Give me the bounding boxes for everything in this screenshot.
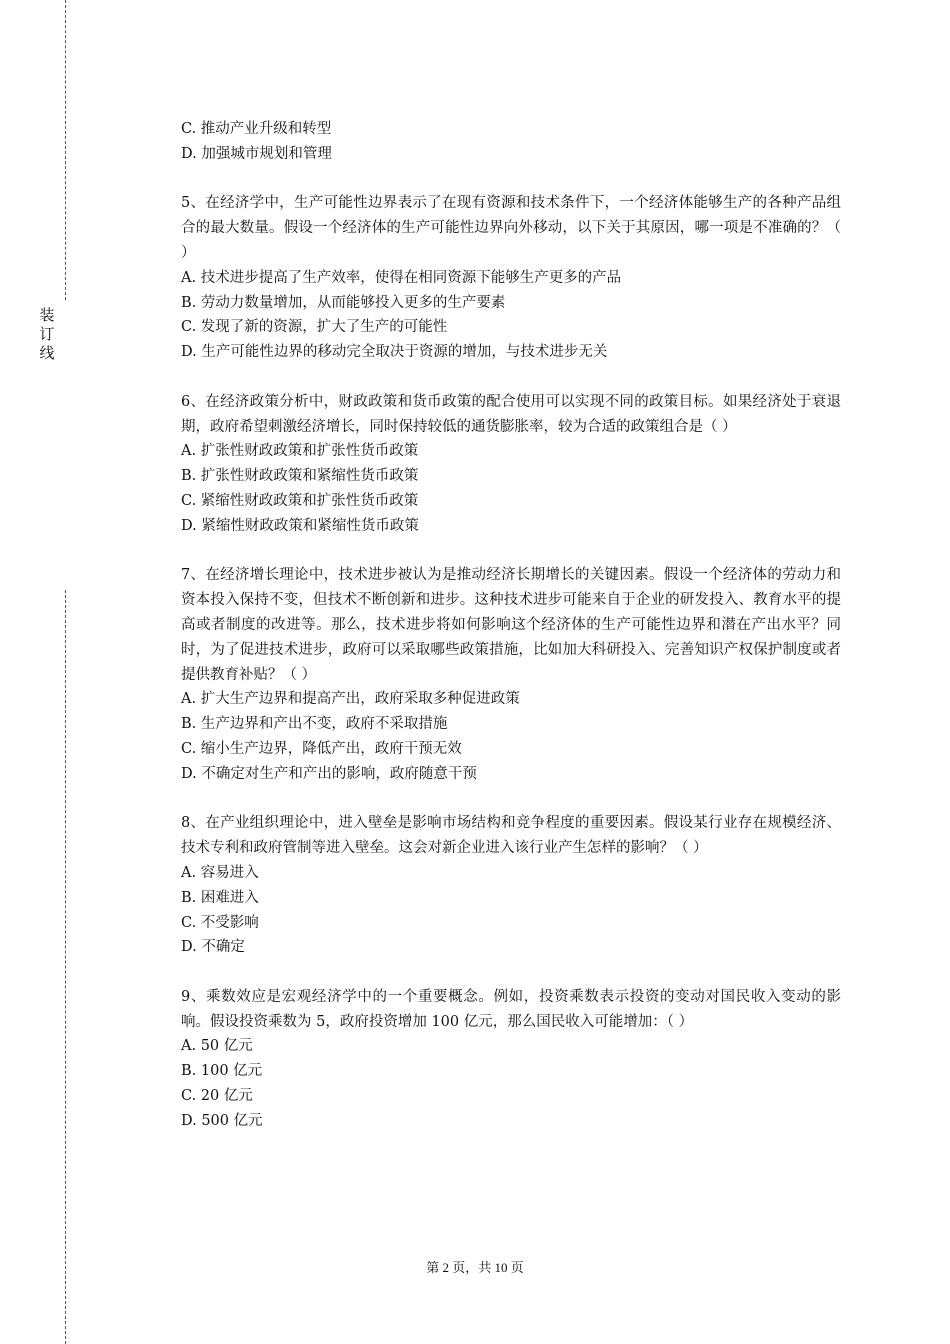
option-d: D. 生产可能性边界的移动完全取决于资源的增加，与技术进步无关 — [181, 344, 608, 361]
option-a: A. 扩张性财政政策和扩张性货币政策 — [181, 443, 419, 460]
option-b: B. 扩张性财政政策和紧缩性货币政策 — [181, 468, 419, 485]
carryover-options — [181, 117, 841, 167]
option-c: C. 缩小生产边界，降低产出，政府干预无效 — [181, 740, 462, 757]
option-c: C. 紧缩性财政政策和扩张性货币政策 — [181, 492, 419, 509]
question-9 — [181, 985, 841, 1134]
question-stem: 7、在经济增长理论中，技术进步被认为是推动经济长期增长的关键因素。假设一个经济体的劳动力和资本投入保持不变，但技术不断创新和进步。这种技术进步可能来自于企业的研发投入、教育水平的提高或者制度的改进等。那么，技术进步将如何影响这个经济体的生产可能性边界和潜在产出水平？同时，为了促进技术进步，政府可以采取哪些政策措施，比如加大科研投入、完善知识产权保护制度或者提供教育补贴？（ ） — [181, 567, 841, 683]
option-a: A. 扩大生产边界和提高产出，政府采取多种促进政策 — [181, 691, 520, 708]
question-7 — [181, 563, 841, 786]
option-c: C. 20 亿元 — [181, 1088, 253, 1105]
question-stem: 9、乘数效应是宏观经济学中的一个重要概念。例如，投资乘数表示投资的变动对国民收入变动的影响。假设投资乘数为 5，政府投资增加 100 亿元，那么国民收入可能增加：（ ） — [181, 988, 841, 1030]
binding-dashed-line-top — [65, 0, 66, 300]
binding-char: 线 — [39, 344, 55, 362]
binding-char: 装 — [39, 306, 55, 324]
option-c: C. 推动产业升级和转型 — [181, 121, 332, 137]
exam-content — [181, 117, 841, 1158]
question-6 — [181, 390, 841, 539]
question-stem: 6、在经济政策分析中，财政政策和货币政策的配合使用可以实现不同的政策目标。如果经济处于衰退期，政府希望刺激经济增长，同时保持较低的通货膨胀率，较为合适的政策组合是（ ） — [181, 393, 841, 435]
option-a: A. 容易进入 — [181, 864, 259, 881]
binding-label — [38, 306, 56, 363]
option-d: D. 500 亿元 — [181, 1112, 263, 1129]
option-b: B. 劳动力数量增加，从而能够投入更多的生产要素 — [181, 294, 506, 311]
binding-char: 订 — [39, 325, 55, 343]
question-8 — [181, 811, 841, 960]
option-b: B. 100 亿元 — [181, 1063, 263, 1080]
option-a: A. 技术进步提高了生产效率，使得在相同资源下能够生产更多的产品 — [181, 269, 622, 286]
question-stem: 8、在产业组织理论中，进入壁垒是影响市场结构和竞争程度的重要因素。假设某行业存在规模经济、技术专利和政府管制等进入壁垒。这会对新企业进入该行业产生怎样的影响？（ ） — [181, 815, 841, 857]
question-stem: 5、在经济学中，生产可能性边界表示了在现有资源和技术条件下，一个经济体能够生产的各种产品组合的最大数量。假设一个经济体的生产可能性边界向外移动，以下关于其原因，哪一项是不准确的？（ ） — [181, 195, 841, 261]
option-d: D. 不确定 — [181, 939, 245, 956]
option-a: A. 50 亿元 — [181, 1038, 253, 1055]
option-d: D. 紧缩性财政政策和紧缩性货币政策 — [181, 517, 419, 534]
binding-dashed-line-bottom — [65, 590, 66, 1344]
option-c: C. 不受影响 — [181, 914, 259, 931]
option-d: D. 不确定对生产和产出的影响，政府随意干预 — [181, 765, 477, 782]
option-b: B. 生产边界和产出不变，政府不采取措施 — [181, 716, 448, 733]
option-d: D. 加强城市规划和管理 — [181, 145, 332, 162]
page-number: 第 2 页，共 10 页 — [426, 1260, 524, 1275]
option-b: B. 困难进入 — [181, 889, 259, 906]
question-5 — [181, 191, 841, 365]
option-c: C. 发现了新的资源，扩大了生产的可能性 — [181, 319, 448, 336]
